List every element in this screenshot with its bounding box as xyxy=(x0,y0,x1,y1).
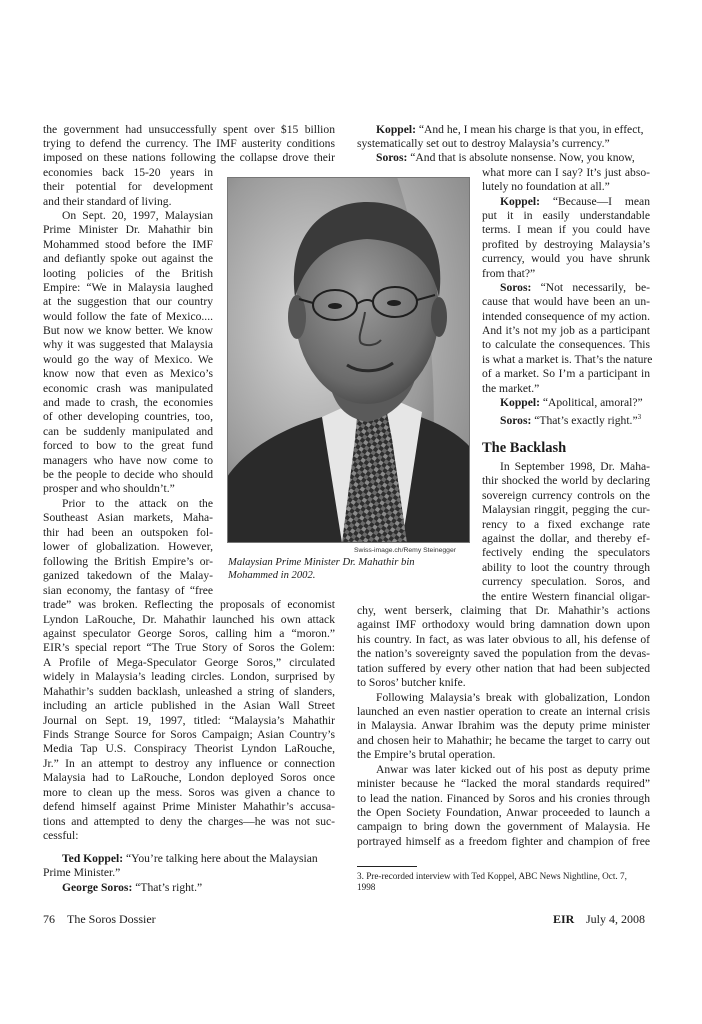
portrait-photo xyxy=(227,177,470,543)
text-line: portrayed himself as a freedom fighter and champion of free xyxy=(357,835,650,848)
speaker-label: Soros: xyxy=(500,281,532,294)
footnote-line: 3. Pre-recorded interview with Ted Koppel, ABC News Nightline, Oct. 7, xyxy=(357,871,627,881)
text-line: thir shocked the world by declaring xyxy=(482,474,650,487)
dialogue-line xyxy=(500,195,650,209)
dialogue-text: “Because—I mean xyxy=(552,195,650,208)
dialogue-text: “Apolitical, amoral?” xyxy=(542,396,643,409)
speaker-label: Soros: xyxy=(500,413,532,427)
photo-caption-line: Malaysian Prime Minister Dr. Mahathir bin xyxy=(228,557,415,568)
publication-name: EIR xyxy=(553,912,575,926)
text-line: from that?” xyxy=(482,267,536,280)
text-line: to calculate the consequences. This xyxy=(482,338,650,351)
text-line: defend himself against Prime Minister Mahathir’s accusa- xyxy=(43,800,335,813)
text-line: the Open Society Foundation, Anwar proceeded to launch a xyxy=(357,806,650,819)
text-line: the market.” xyxy=(482,382,540,395)
text-line: and chosen heir to Mahathir; he became the target to carry out xyxy=(357,734,650,747)
text-line: Prior to the attack on the xyxy=(62,497,213,510)
text-line: Finds Strange Source for Soros Campaign; Asian Country’s xyxy=(43,728,335,741)
dialogue-line xyxy=(62,881,202,895)
text-line: Prime Minister.” xyxy=(43,866,121,879)
text-line: widely in Malaysia’s leading circles. London, surprised by xyxy=(43,670,335,683)
text-line: Malaysian ringgit, pegging the cur- xyxy=(482,503,650,516)
text-line: Prime Minister Dr. Mahathir bin xyxy=(43,223,213,236)
text-line: Journal on Sept. 19, 1997, titled: “Malaysia’s Mahathir xyxy=(43,714,335,727)
text-line: cessful: xyxy=(43,829,79,842)
dialogue-text: “And that is absolute nonsense. Now, you know, xyxy=(410,151,635,164)
text-line: including an article published in the Asian Wall Street xyxy=(43,699,335,712)
text-line: trade” was broken. Reflecting the proposals of economist xyxy=(43,598,335,611)
text-line: imposed on these nations following the collapse drove their xyxy=(43,151,335,164)
text-line: to Soros’ butcher knife. xyxy=(357,676,466,689)
speaker-label: Ted Koppel: xyxy=(62,852,124,865)
section-heading: The Backlash xyxy=(482,440,567,456)
text-line: sian economy, the fantasy of “free xyxy=(43,584,213,597)
text-line: know now that even as Mexico’s xyxy=(43,367,213,380)
text-line: Malaysia had to LaRouche, London deployed Soros once xyxy=(43,771,335,784)
text-line: to lead the nation. Financed by Soros and his cronies through xyxy=(357,792,650,805)
text-line: terms. I mean if you could have xyxy=(482,223,650,236)
text-line: systematically set out to destroy Malaysia’s currency.” xyxy=(357,137,610,150)
text-line: EIR’s special report “The True Story of Soros the Golem: xyxy=(43,641,335,654)
dialogue-text: “And he, I mean his charge is that you, in effect, xyxy=(418,123,644,136)
footnote-reference: 3 xyxy=(637,413,642,421)
page-number: 76 xyxy=(43,912,55,926)
speaker-label: George Soros: xyxy=(62,881,133,894)
text-line: tation suffered by every other nation that had been subjected xyxy=(357,662,650,675)
text-line: currency speculation. Soros, and xyxy=(482,575,650,588)
dialogue-text: “Not necessarily, be- xyxy=(540,281,650,294)
text-line: campaign to bring down the government of Malaysia. He xyxy=(357,820,650,833)
text-line: prosper and who shouldn’t.” xyxy=(43,482,175,495)
text-line: trying to defend the currency. The IMF austerity conditions xyxy=(43,137,335,150)
text-line: following the British Empire’s or- xyxy=(43,555,213,568)
footnote-line: 1998 xyxy=(357,882,376,892)
text-line: against IMF orthodoxy would bring damnation down upon xyxy=(357,618,650,631)
text-line: thir had been an outspoken fol- xyxy=(43,526,213,539)
text-line: But now we know better. We know xyxy=(43,324,213,337)
text-line: be the people to decide who should xyxy=(43,468,213,481)
text-line: economic crash was manipulated xyxy=(43,382,213,395)
text-line: and made to crash, the economies xyxy=(43,396,213,409)
text-line: managers who have now come to xyxy=(43,454,213,467)
text-line: In September 1998, Dr. Maha- xyxy=(500,460,650,473)
speaker-label: Koppel: xyxy=(500,195,540,208)
photo-caption-line: Mohammed in 2002. xyxy=(228,570,316,581)
text-line: launched an even nastier operation to create an internal crisis xyxy=(357,705,650,718)
dialogue-line xyxy=(500,396,643,410)
text-line: And it’s not my job as a participant xyxy=(482,324,650,337)
text-line: his country. In fact, as was later obvious to all, his defense of xyxy=(357,633,650,646)
text-line: Mohammed stood before the IMF xyxy=(43,238,213,251)
text-line: profited by destroying Malaysia’s xyxy=(482,238,650,251)
dialogue-line xyxy=(62,852,318,866)
text-line: ganized takedown of the Malay- xyxy=(43,569,213,582)
speaker-label: Soros: xyxy=(376,151,408,164)
text-line: rency to a fixed exchange rate xyxy=(482,518,650,531)
text-line: would go the way of Mexico. We xyxy=(43,353,213,366)
text-line: Media Tap U.S. Conspiracy Theorist Lyndon LaRouche, xyxy=(43,742,335,755)
text-line: forced to bow to the great fund xyxy=(43,439,213,452)
text-line: the government had unsuccessfully spent over $15 billion xyxy=(43,123,335,136)
text-line: sovereign currency controls on the xyxy=(482,489,650,502)
text-line: fectively ending the speculators xyxy=(482,546,650,559)
text-line: Jr.” In an attempt to destroy any influence or connection xyxy=(43,757,335,770)
issue-date: July 4, 2008 xyxy=(586,912,646,926)
text-line: the Empire’s brutal operation. xyxy=(357,748,496,761)
text-line: economies back 15-20 years in xyxy=(43,166,213,179)
text-line: put it in easily understandable xyxy=(482,209,650,222)
text-line: of a market. So I’m a participant in xyxy=(482,367,650,380)
text-line: ability to loot the country through xyxy=(482,561,650,574)
text-line: Southeast Asian markets, Maha- xyxy=(43,511,213,524)
text-line: Anwar was later kicked out of his post as deputy prime xyxy=(376,763,650,776)
text-line: currency, would you have shrunk xyxy=(482,252,650,265)
dialogue-line xyxy=(500,410,641,428)
text-line: A Profile of Mega-Speculator George Soros,” circulated xyxy=(43,656,335,669)
text-line: tions and attempted to deny the charges—he was not suc- xyxy=(43,815,335,828)
text-line: On Sept. 20, 1997, Malaysian xyxy=(62,209,213,222)
dialogue-text: “That’s exactly right.” xyxy=(534,413,638,427)
text-line: looting policies of the British xyxy=(43,267,213,280)
dialogue-text: “That’s right.” xyxy=(135,881,203,894)
text-line: minister because he “lacked the moral standards required” xyxy=(357,777,650,790)
photo-credit: Swiss-image.ch/Remy Steinegger xyxy=(354,547,456,554)
dialogue-line xyxy=(500,281,650,295)
text-line: against speculator George Soros, calling him a “moron.” xyxy=(43,627,335,640)
text-line: of other developing countries, too, xyxy=(43,410,213,423)
dialogue-text: “You’re talking here about the Malaysian xyxy=(126,852,318,865)
footnote-divider xyxy=(357,866,417,867)
text-line: lutely no foundation at all.” xyxy=(482,180,610,193)
text-line: chy, went berserk, claiming that Dr. Mahathir’s actions xyxy=(357,604,650,617)
text-line: intended consequence of my action. xyxy=(482,310,650,323)
text-line: can be suddenly manipulated and xyxy=(43,425,213,438)
speaker-label: Koppel: xyxy=(376,123,416,136)
text-line: against the dollar, and thereby ef- xyxy=(482,532,650,545)
text-line: at the suggestion that our country xyxy=(43,295,213,308)
text-line: is what a market is. That’s the nature xyxy=(482,353,653,366)
dialogue-line xyxy=(376,151,635,165)
text-line: and their standard of living. xyxy=(43,195,172,208)
text-line: the nation’s sovereignty saved the population from the devas- xyxy=(357,647,650,660)
text-line: would follow the fate of Mexico.... xyxy=(43,310,213,323)
text-line: cause that would have been an un- xyxy=(482,295,650,308)
text-line: Mahathir’s sudden backlash, unleashed a string of slanders, xyxy=(43,685,335,698)
text-line: why it was suggested that Malaysia xyxy=(43,338,213,351)
text-line: more to clean up the mess. Soros was given a chance to xyxy=(43,786,335,799)
text-line: and defiantly spoke out against the xyxy=(43,252,213,265)
text-line: lower of globalization. However, xyxy=(43,540,213,553)
text-line: Lyndon LaRouche, Dr. Mahathir launched his own attack xyxy=(43,613,335,626)
section-name: The Soros Dossier xyxy=(67,912,156,926)
text-line: their potential for development xyxy=(43,180,213,193)
text-line: the entire Western financial oligar- xyxy=(482,590,650,603)
dialogue-line xyxy=(376,123,643,137)
speaker-label: Koppel: xyxy=(500,396,540,409)
text-line: Following Malaysia’s break with globalization, London xyxy=(376,691,650,704)
text-line: in Malaysia. Anwar Ibrahim was the deputy prime minister xyxy=(357,719,650,732)
text-line: Empire: “We in Malaysia laughed xyxy=(43,281,213,294)
text-line: what more can I say? It’s just abso- xyxy=(482,166,650,179)
